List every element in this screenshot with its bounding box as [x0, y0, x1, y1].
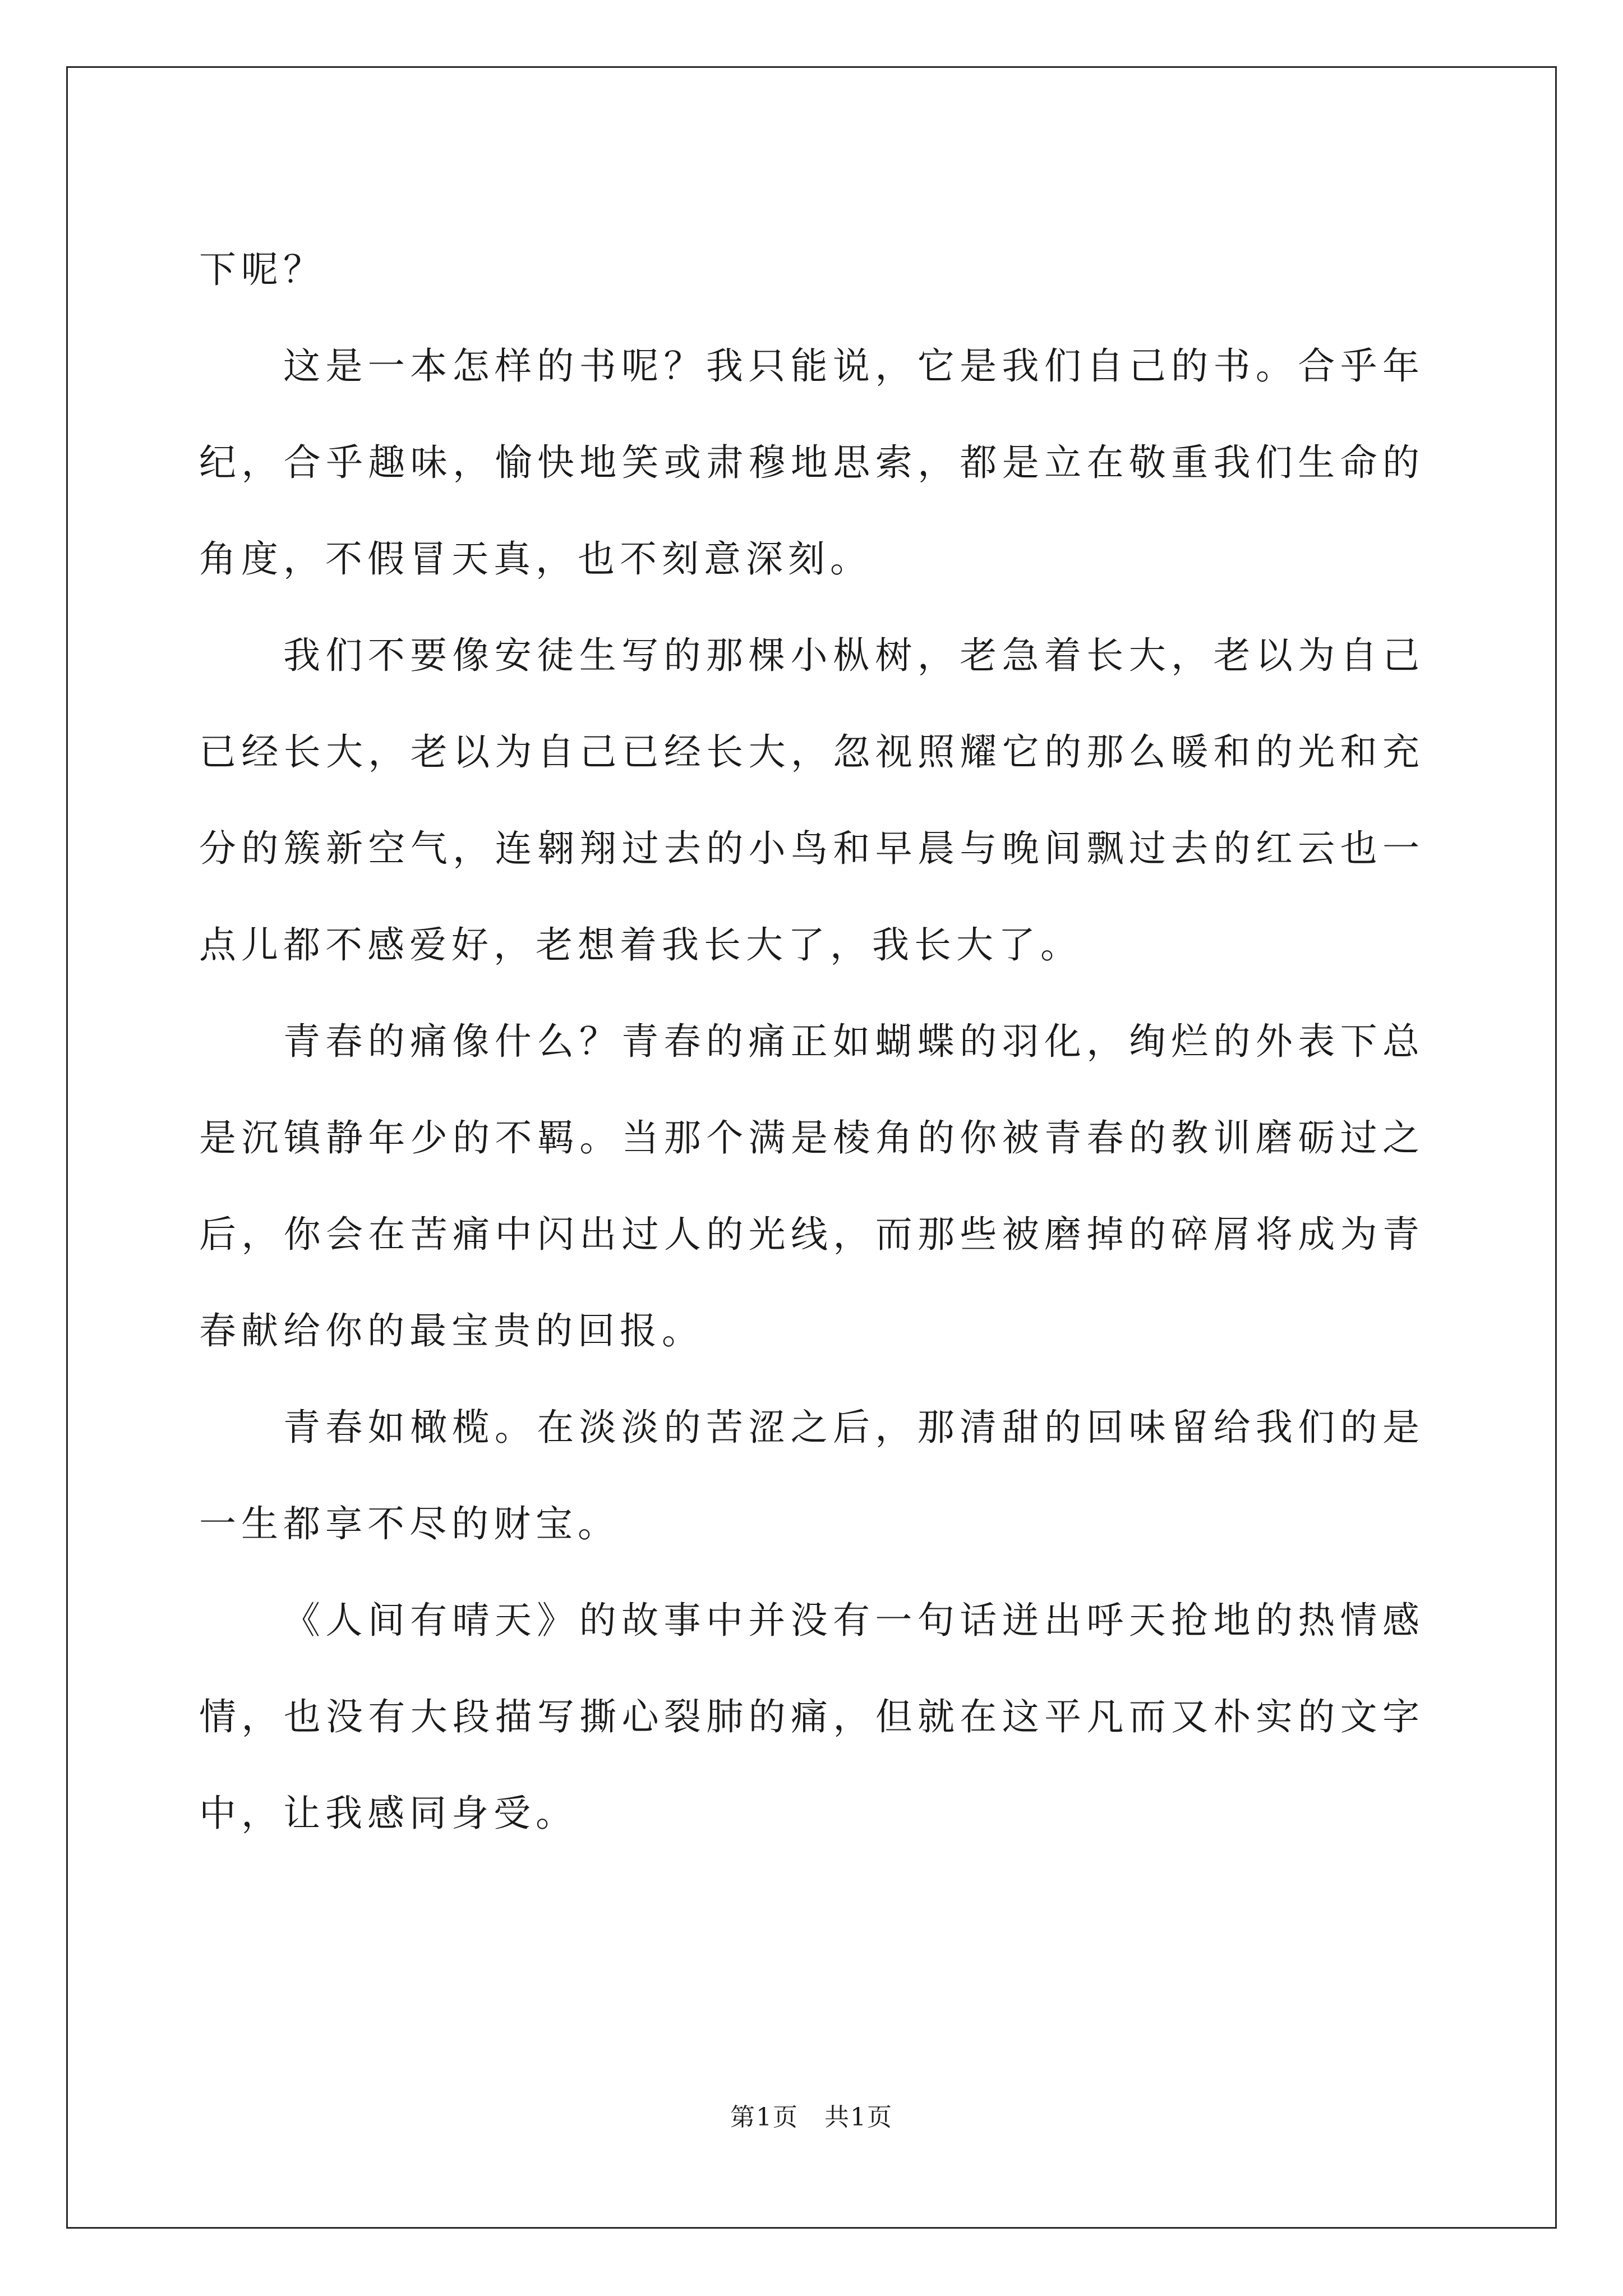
- paragraph: 我们不要像安徒生写的那棵小枞树，老急着长大，老以为自己已经长大，老以为自己已经长大，忽视照耀它的那么暖和的光和充分的簇新空气，连翱翔过去的小鸟和早晨与晚间飘过去的红云也一点儿都不感爱好，老想着我长大了，我长大了。: [199, 634, 1424, 967]
- page-number: 第1页: [730, 2103, 799, 2132]
- paragraph: 青春的痛像什么？青春的痛正如蝴蝶的羽化，绚烂的外表下总是沉镇静年少的不羁。当那个满是棱角的你被青春的教训磨砺过之后，你会在苦痛中闪出过人的光线，而那些被磨掉的碎屑将成为青春献给你的最宝贵的回报。: [199, 1020, 1424, 1352]
- document-body: [199, 222, 1424, 1862]
- paragraph: 《人间有晴天》的故事中并没有一句话迸出呼天抢地的热情感情，也没有大段描写撕心裂肺的痛，但就在这平凡而又朴实的文字中，让我感同身受。: [199, 1599, 1424, 1835]
- paragraph: 青春如橄榄。在淡淡的苦涩之后，那清甜的回味留给我们的是一生都享不尽的财宝。: [199, 1406, 1424, 1545]
- page-footer: [0, 2101, 1623, 2134]
- page-total: 共1页: [824, 2103, 893, 2132]
- paragraph: 这是一本怎样的书呢？我只能说，它是我们自己的书。合乎年纪，合乎趣味，愉快地笑或肃穆地思索，都是立在敬重我们生命的角度，不假冒天真，也不刻意深刻。: [199, 344, 1424, 581]
- paragraph: 下呢？: [199, 248, 325, 291]
